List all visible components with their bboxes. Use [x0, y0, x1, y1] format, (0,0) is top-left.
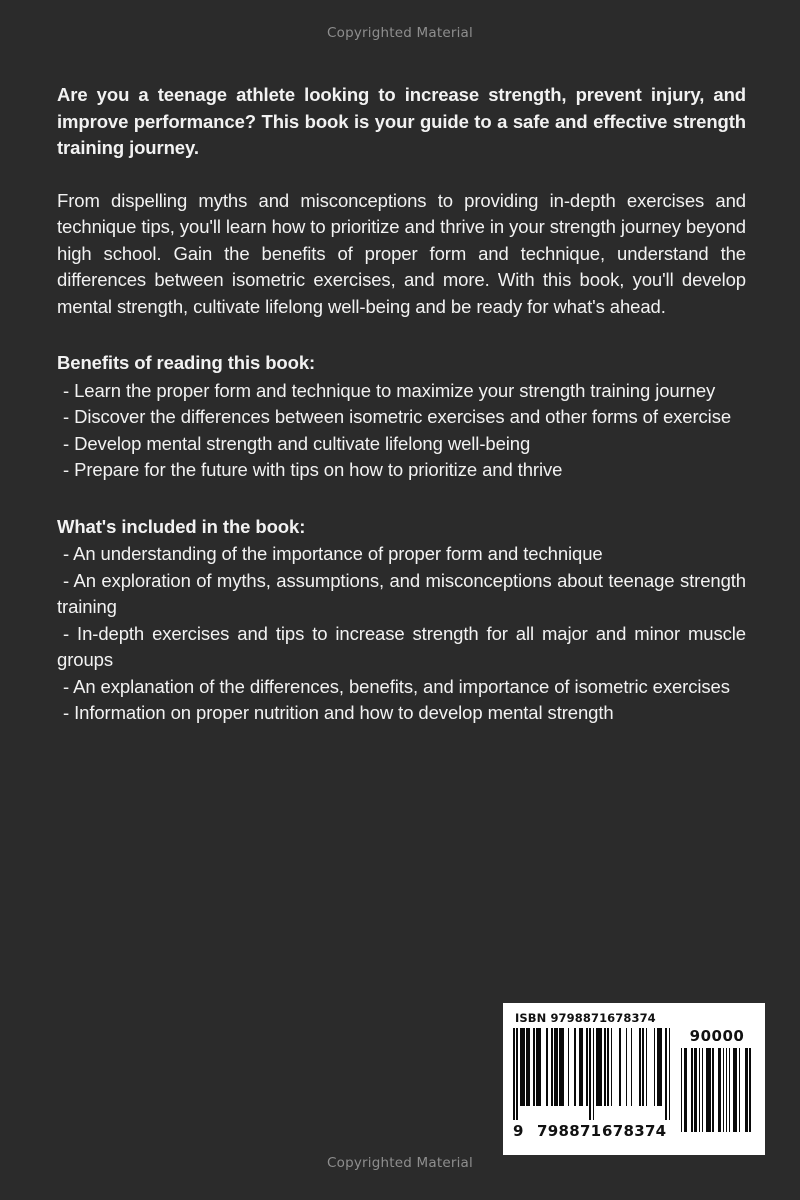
copyrighted-material-watermark-top: Copyrighted Material — [327, 25, 473, 41]
ean13-barcode — [513, 1028, 671, 1140]
ean-left-group: 798871 — [537, 1122, 602, 1140]
included-list — [57, 541, 746, 727]
list-item: - Discover the differences between isometric exercises and other forms of exercise — [63, 406, 732, 427]
ean13-human-readable — [513, 1124, 671, 1140]
body-paragraph: From dispelling myths and misconceptions to providing in-depth exercises and technique tips, you'll learn how to prioritize and thrive in your strength journey beyond high school. Gain the benefits of proper form and technique, understand the differences between isometric exercises, and more. With this book, you'll develop mental strength, cultivate lifelong well-being and be ready for what's ahead. — [57, 189, 746, 317]
list-item: - An understanding of the importance of proper form and technique — [63, 543, 603, 564]
ean-right-group: 678374 — [602, 1122, 667, 1140]
ean5-addon-barcode — [681, 1028, 753, 1140]
benefits-section — [57, 350, 746, 484]
lead-paragraph: Are you a teenage athlete looking to increase strength, prevent injury, and improve performance? This book is your guide to a safe and effective strength training journey. — [57, 84, 746, 158]
included-heading: What's included in the book: — [57, 515, 306, 537]
benefits-heading: Benefits of reading this book: — [57, 352, 316, 373]
list-item: - Develop mental strength and cultivate lifelong well-being — [63, 432, 531, 454]
barcode-row — [513, 1028, 755, 1140]
list-item: - Information on proper nutrition and how to develop mental strength — [63, 702, 614, 723]
list-item: - Prepare for the future with tips on how to prioritize and thrive — [63, 459, 563, 480]
ean5-addon-bars — [681, 1048, 753, 1140]
included-section — [57, 514, 746, 727]
copyrighted-material-watermark-bottom: Copyrighted Material — [327, 1155, 473, 1171]
addon-digits: 90000 — [689, 1027, 745, 1045]
ean-lead-digit: 9 — [513, 1122, 524, 1140]
list-item: - Learn the proper form and technique to maximize your strength training journey — [63, 379, 716, 401]
benefits-list — [57, 378, 746, 484]
blurb-content — [57, 82, 746, 727]
barcode-bar — [669, 1028, 671, 1120]
barcode-bar — [749, 1048, 750, 1132]
isbn-barcode-panel — [503, 1003, 765, 1155]
list-item: - An exploration of myths, assumptions, and misconceptions about teenage strength training — [57, 569, 746, 617]
list-item: - An explanation of the differences, benefits, and importance of isometric exercises — [63, 675, 730, 697]
isbn-label: ISBN 9798871678374 — [515, 1011, 656, 1025]
list-item: - In-depth exercises and tips to increase strength for all major and minor muscle groups — [57, 622, 746, 670]
